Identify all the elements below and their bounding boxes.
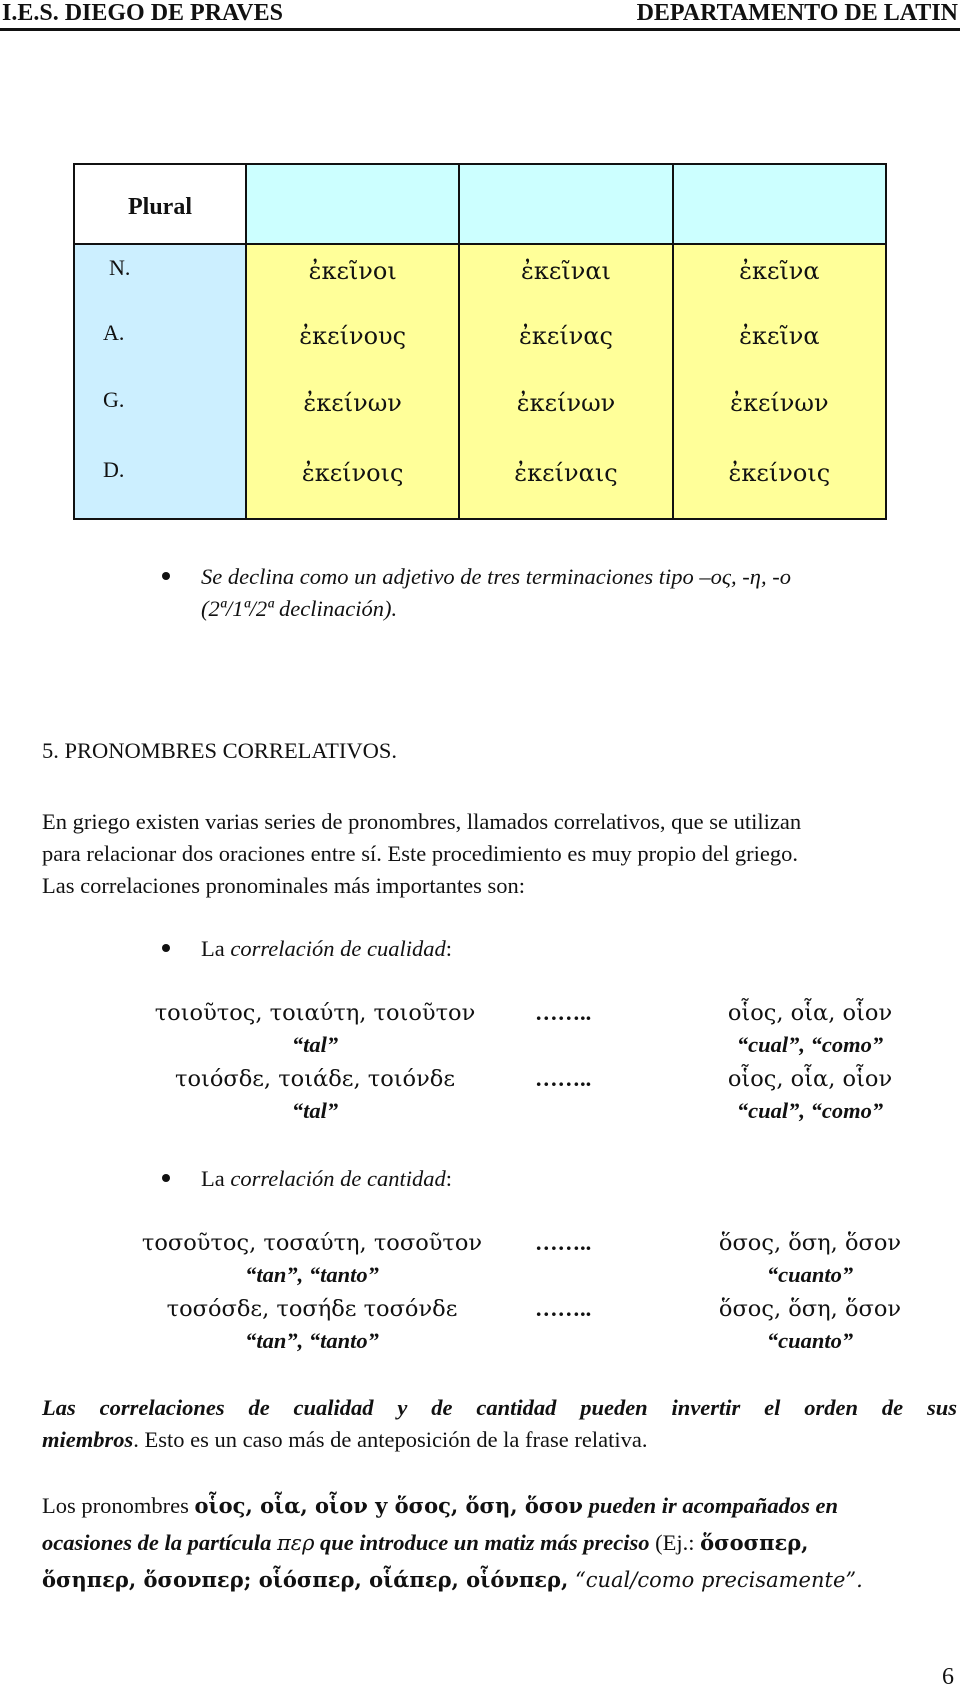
header-cell-masculine xyxy=(246,164,459,244)
particle-paragraph-line1 xyxy=(42,1490,957,1522)
section-title: 5. PRONOMBRES CORRELATIVOS. xyxy=(42,738,398,763)
correlation-dots: …….. xyxy=(535,1296,592,1321)
correlation-right: οἷος, οἷα, οἷον xyxy=(727,1066,893,1092)
declension-note-line1: Se declina como un adjetivo de tres terminaciones tipo –ος, -η, -ο xyxy=(201,564,791,589)
inversion-bold-word: miembros xyxy=(42,1427,134,1452)
correlation-left: τοσόσδε, τοσήδε τοσόνδε xyxy=(166,1296,458,1322)
form-cell: ἐκείνοις xyxy=(728,458,831,487)
label-emphasis: correlación de cantidad xyxy=(230,1166,446,1191)
intro-line: Las correlaciones pronominales más importantes son: xyxy=(42,873,525,898)
correlation-dots: …….. xyxy=(535,1066,592,1091)
department-name: DEPARTAMENTO DE LATIN xyxy=(636,0,958,26)
correlation-right: ὅσος, ὅση, ὅσον xyxy=(718,1230,902,1256)
form-cell: ἐκείνων xyxy=(516,388,616,417)
label-suffix: : xyxy=(445,936,452,961)
correlation-right: οἷος, οἷα, οἷον xyxy=(727,1000,893,1026)
table-title: Plural xyxy=(128,193,192,220)
form-cell: ἐκείνοις xyxy=(301,458,404,487)
correlation-left: τοιόσδε, τοιάδε, τοιόνδε xyxy=(175,1066,455,1092)
cualidad-label xyxy=(201,933,452,965)
correlation-row xyxy=(0,1262,960,1294)
inversion-paragraph-line2 xyxy=(42,1424,957,1456)
label-prefix: La xyxy=(201,936,231,961)
correlation-left: τοσοῦτος, τοσαύτη, τοσοῦτον xyxy=(141,1230,483,1256)
form-cell: ἐκεῖνοι xyxy=(308,256,397,285)
particle-paragraph-line2 xyxy=(42,1527,957,1559)
greek-run: περ xyxy=(277,1531,315,1555)
case-label: D. xyxy=(103,457,125,482)
correlation-row xyxy=(0,1098,960,1130)
school-name: I.E.S. DIEGO DE PRAVES xyxy=(2,0,283,26)
correlation-row xyxy=(0,1032,960,1064)
gloss-run: “cual/como precisamente”. xyxy=(568,1568,863,1592)
intro-line: para relacionar dos oraciones entre sí. Este procedimiento es muy propio del griego. xyxy=(42,841,798,866)
feminine-forms-column xyxy=(459,244,672,519)
correlation-row xyxy=(0,1328,960,1360)
label-prefix: La xyxy=(201,1166,231,1191)
page-number: 6 xyxy=(942,1664,954,1690)
correlation-right: ὅσος, ὅση, ὅσον xyxy=(718,1296,902,1322)
correlation-right-gloss: “cuanto” xyxy=(766,1262,854,1287)
correlation-row xyxy=(0,1066,960,1098)
page-header xyxy=(0,0,960,31)
correlation-row xyxy=(0,1000,960,1032)
inversion-bold-line: Las correlaciones de cualidad y de cantidad pueden invertir el orden de sus xyxy=(42,1395,957,1420)
bullet-dot-icon xyxy=(162,572,170,580)
correlation-right-gloss: “cual”, “como” xyxy=(736,1032,884,1057)
intro-line: En griego existen varias series de pronombres, llamados correlativos, que se utilizan xyxy=(42,809,802,834)
correlation-dots: …….. xyxy=(535,1230,592,1255)
form-cell: ἐκείνων xyxy=(303,388,402,417)
correlation-dots: …….. xyxy=(535,1000,592,1025)
table-title-cell xyxy=(74,164,246,244)
correlation-row xyxy=(0,1296,960,1328)
form-cell: ἐκεῖνα xyxy=(739,256,820,285)
label-suffix: : xyxy=(445,1166,452,1191)
bullet-dot-icon xyxy=(162,1174,170,1182)
inversion-rest: . Esto es un caso más de anteposición de la frase relativa. xyxy=(133,1427,648,1452)
form-cell: ἐκείνων xyxy=(730,388,829,417)
case-label: N. xyxy=(109,255,131,280)
greek-run: ὅσηπερ, ὅσονπερ; οἷόσπερ, οἷάπερ, οἷόνπερ, xyxy=(42,1567,569,1592)
case-label: A. xyxy=(103,320,125,345)
correlation-row xyxy=(0,1230,960,1262)
cantidad-label xyxy=(201,1163,452,1195)
form-cell: ἐκεῖναι xyxy=(521,256,611,285)
case-label: G. xyxy=(103,387,125,412)
bullet-dot-icon xyxy=(162,944,170,952)
declension-note-line2: (2ª/1ª/2ª declinación). xyxy=(201,596,398,621)
header-cell-neuter xyxy=(673,164,886,244)
case-column xyxy=(74,244,246,519)
text-run: que introduce un matiz más preciso xyxy=(314,1530,650,1555)
form-cell: ἐκείναις xyxy=(514,458,618,487)
form-cell: ἐκεῖνα xyxy=(739,321,820,350)
particle-paragraph-line3 xyxy=(42,1564,957,1596)
masculine-forms-column xyxy=(246,244,459,519)
correlation-left-gloss: “tan”, “tanto” xyxy=(245,1328,379,1353)
correlation-left-gloss: “tan”, “tanto” xyxy=(245,1262,379,1287)
text-run: Los pronombres xyxy=(42,1493,195,1518)
form-cell: ἐκείνους xyxy=(299,321,407,350)
text-run: (Ej.: xyxy=(649,1530,701,1555)
label-emphasis: correlación de cualidad xyxy=(230,936,446,961)
correlation-right-gloss: “cuanto” xyxy=(766,1328,854,1353)
correlation-right-gloss: “cual”, “como” xyxy=(736,1098,884,1123)
correlation-left-gloss: “tal” xyxy=(291,1098,339,1123)
header-cell-feminine xyxy=(459,164,672,244)
form-cell: ἐκείνας xyxy=(519,321,613,350)
correlation-left-gloss: “tal” xyxy=(291,1032,339,1057)
text-run: ocasiones de la partícula xyxy=(42,1530,277,1555)
neuter-forms-column xyxy=(673,244,886,519)
greek-run: ὅσοσπερ, xyxy=(700,1530,809,1555)
text-run: pueden ir acompañados en xyxy=(582,1493,838,1518)
correlation-left: τοιοῦτος, τοιαύτη, τοιοῦτον xyxy=(154,1000,476,1026)
greek-run: οἷος, οἷα, οἷον y ὅσος, ὅση, ὅσον xyxy=(194,1493,583,1518)
declension-table xyxy=(73,163,887,520)
